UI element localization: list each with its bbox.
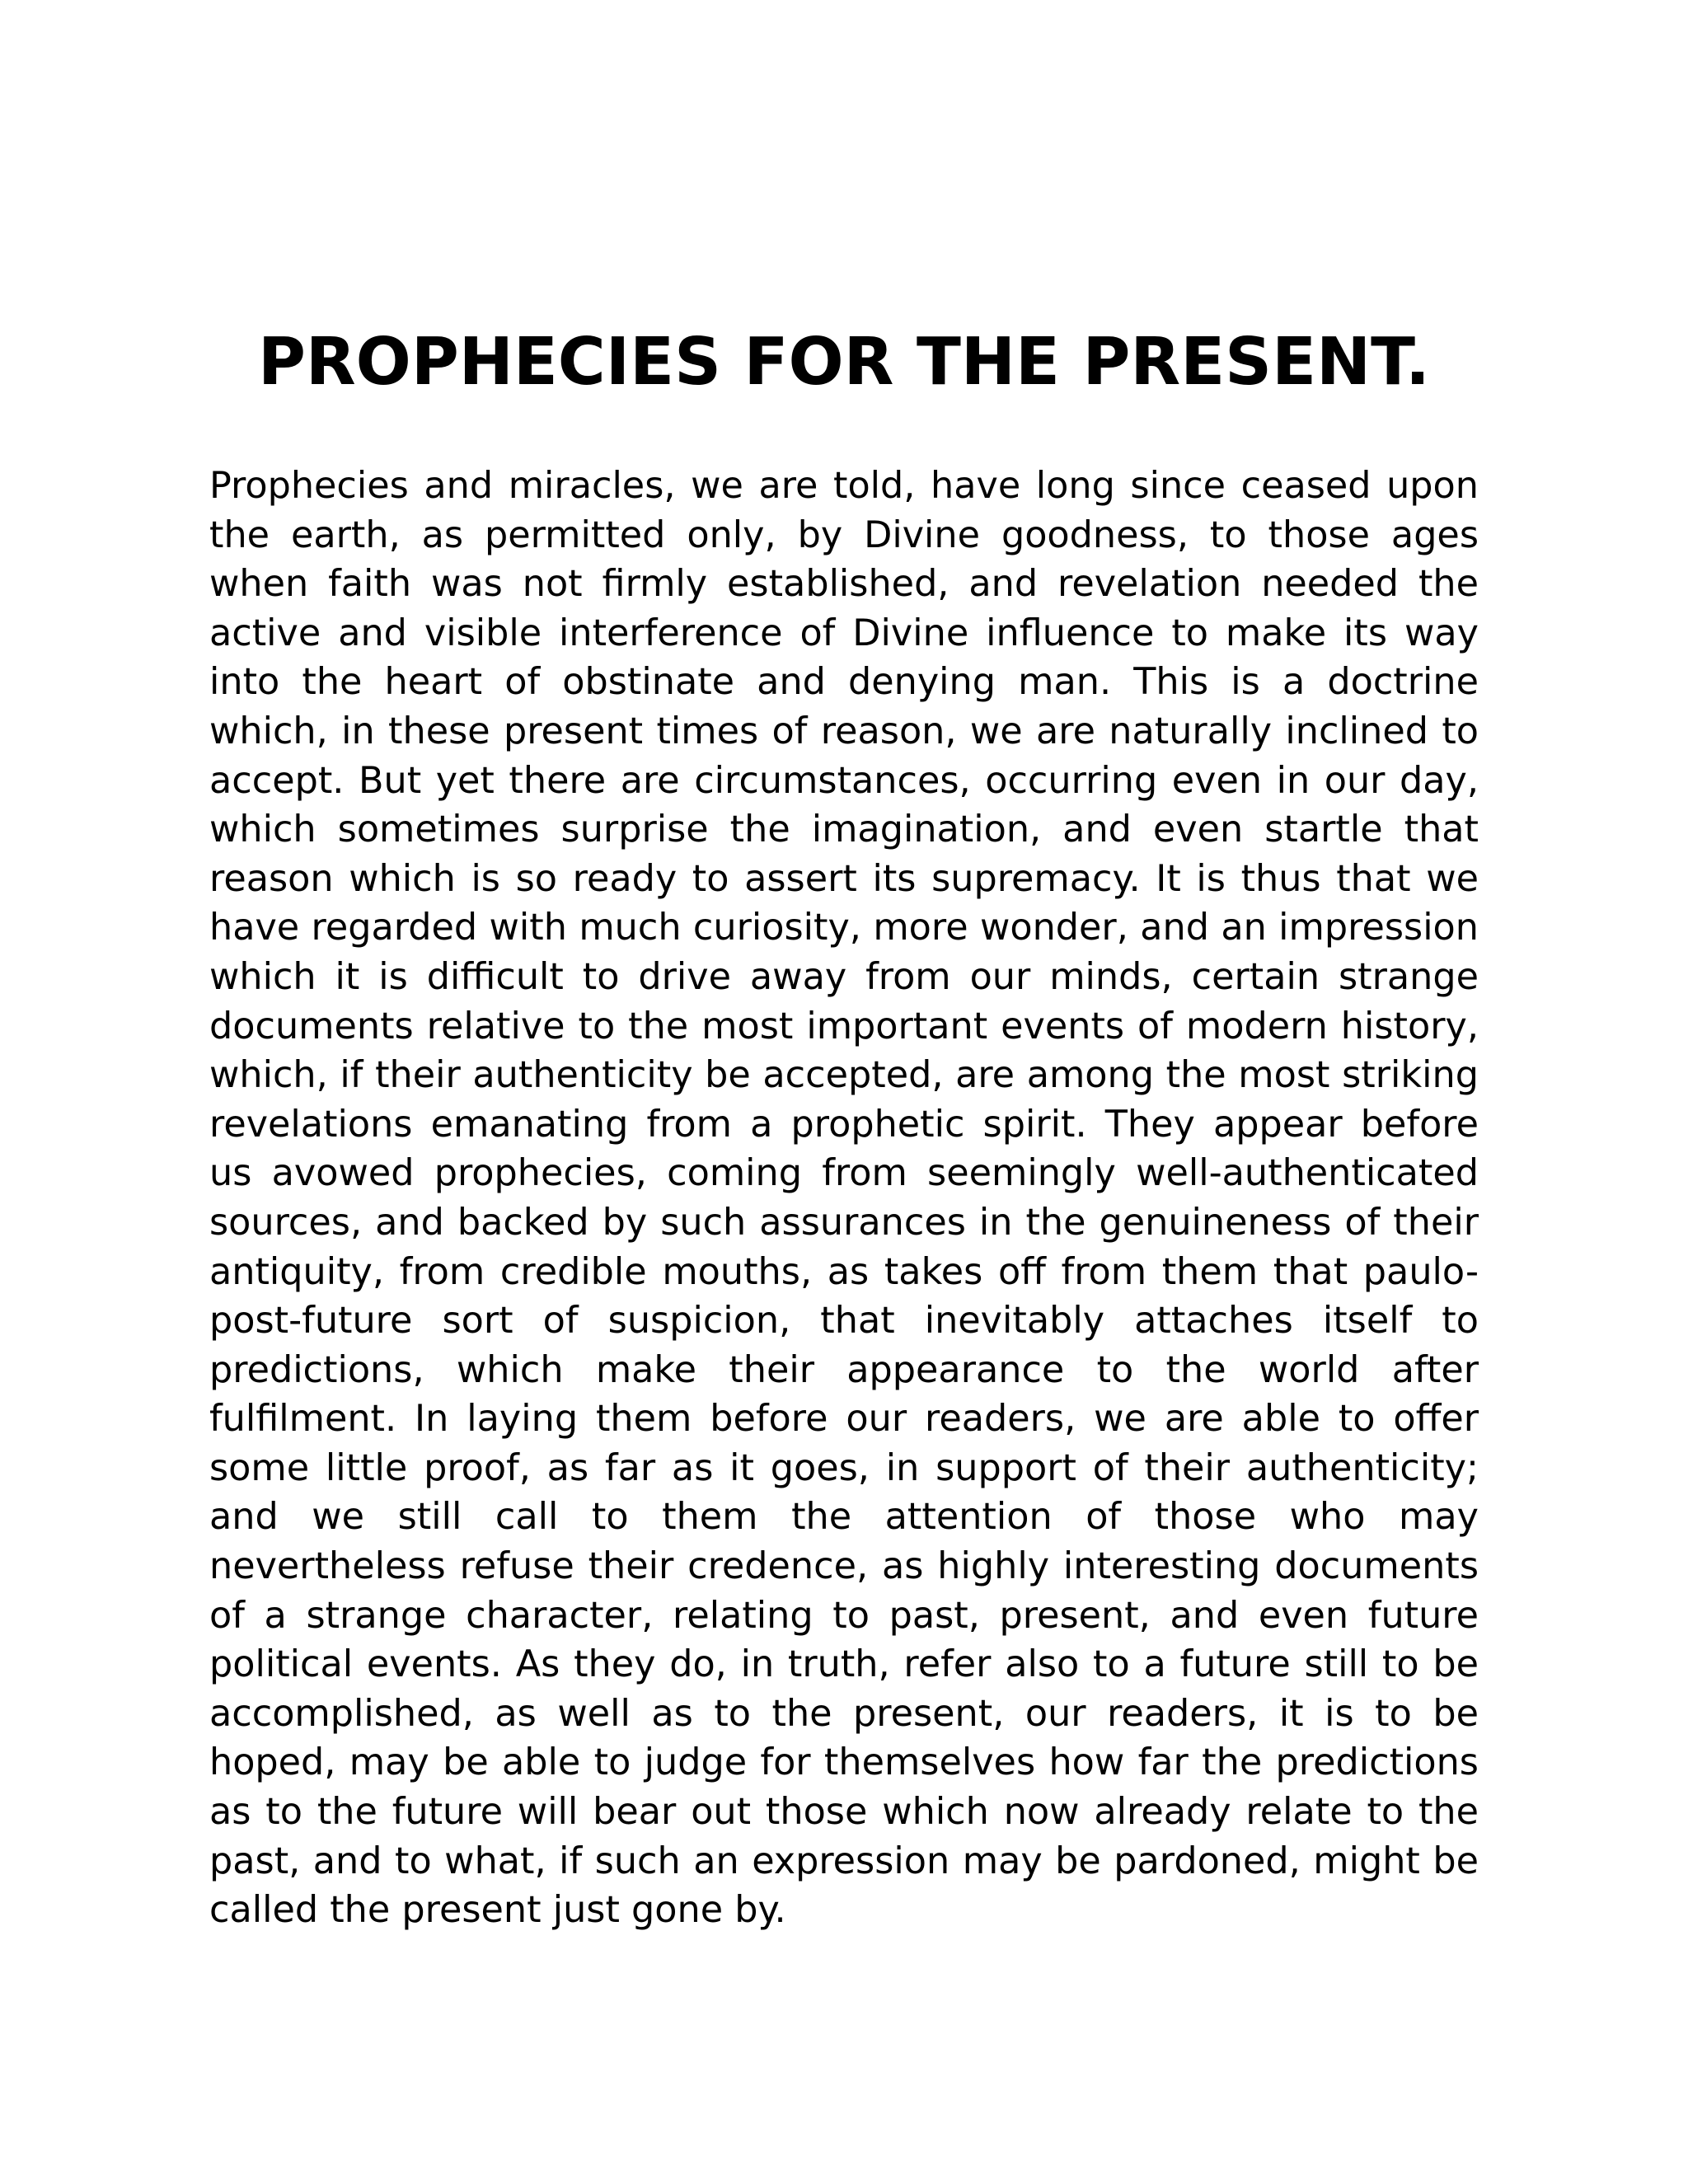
body-paragraph: Prophecies and miracles, we are told, have long since ceased upon the earth, as permitted only, by Divine goodness, to those ages when faith was not firmly established, and revelation needed the active and visible interference of Divine influence to make its way into the heart of obstinate and denying man. This is a doctrine which, in these present times of reason, we are naturally inclined to accept. But yet there are circumstances, occurring even in our day, which sometimes surprise the imagination, and even startle that reason which is so ready to assert its supremacy. It is thus that we have regarded with much curiosity, more wonder, and an impression which it is difficult to drive away from our minds, certain strange documents relative to the most important events of modern history, which, if their authenticity be accepted, are among the most striking revelations emanating from a prophetic spirit. They appear before us avowed prophecies, coming from seemingly well-authenticated sources, and backed by such assurances in the genuineness of their antiquity, from credible mouths, as takes off from them that paulo-post-future sort of suspicion, that inevitably attaches itself to predictions, which make their appearance to the world after fulfilment. In laying them before our readers, we are able to offer some little proof, as far as it goes, in support of their authenticity; and we still call to them the attention of those who may nevertheless refuse their credence, as highly interesting documents of a strange character, relating to past, present, and even future political events. As they do, in truth, refer also to a future still to be accomplished, as well as to the present, our readers, it is to be hoped, may be able to judge for themselves how far the predictions as to the future will bear out those which now already relate to the past, and to what, if such an expression may be pardoned, might be called the present just gone by.	[209, 465, 1479, 1932]
page-title: PROPHECIES FOR THE PRESENT.	[257, 324, 1431, 400]
